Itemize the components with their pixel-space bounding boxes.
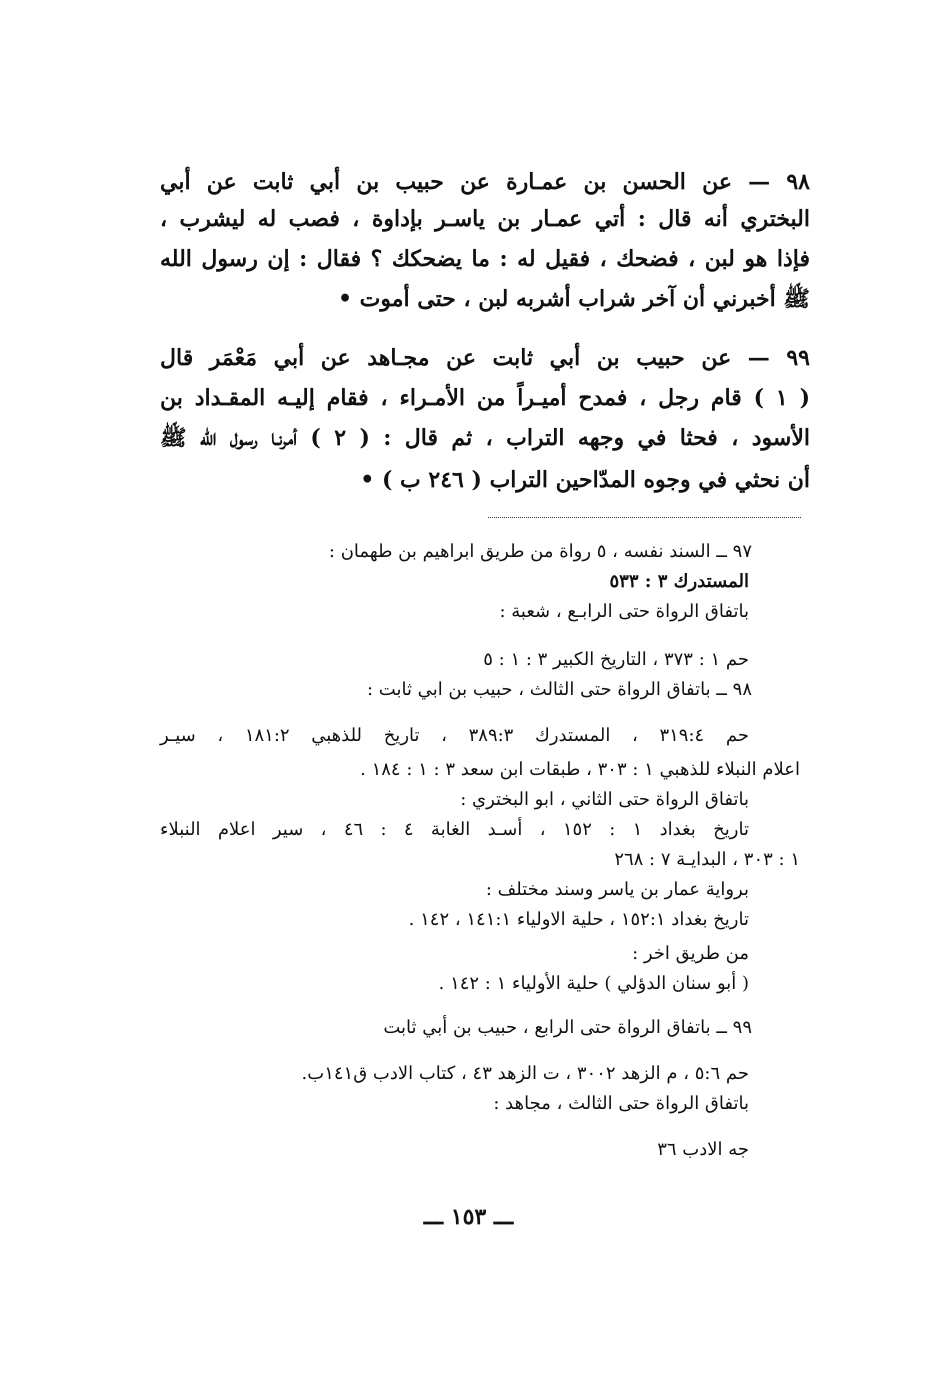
footnote-line: ٩٧ ــ السند نفسه ، ٥ رواة من طريق ابراهيم بن طهمان : (328, 541, 752, 562)
footnote-line: ( أبو سنان الدؤلي ) حلية الأولياء ١ : ١٤٢ . (438, 973, 749, 994)
footnote-divider (488, 517, 801, 518)
main-line: الأسود ، فحثا في وجهه التراب ، ثم قال : ( ٢ ) أمرنـا رسول الله ﷺ (160, 425, 811, 451)
main-line: ٩٩ — عن حبيب بن أبي ثابت عن مجـاهد عن أبي مَعْمَر قال (160, 345, 810, 371)
footnote-line: باتفاق الرواة حتى الثالث ، مجاهد : (493, 1093, 749, 1114)
page-number: ـــ ١٥٣ ـــ (423, 1204, 514, 1230)
footnote-line: باتفاق الرواة حتى الرابـع ، شعبة : (499, 601, 749, 622)
footnote-line: المستدرك ٣ : ٥٣٣ (609, 571, 749, 592)
main-line: ( ١ ) قام رجل ، فمدح أميـراً من الأمـراء ، فقام إليـه المقـداد بن (160, 385, 810, 411)
footnote-line: برواية عمار بن ياسر وسند مختلف : (485, 879, 749, 900)
footnote-line: ٩٨ ــ باتفاق الرواة حتى الثالث ، حبيب بن ابي ثابت : (367, 679, 752, 700)
footnote-line: حم ٥:٦ ، م الزهد ٣٠٠٢ ، ت الزهد ٤٣ ، كتاب الادب ق١٤١ب. (301, 1063, 749, 1084)
main-line: ﷺ أخبرني أن آخر شراب أشربه لبن ، حتى أموت • (337, 286, 810, 312)
main-line: البختري أنه قال : أتي عمـار بن ياسـر بإداوة ، فصب له ليشرب ، (160, 206, 810, 232)
footnote-line: اعلام النبلاء للذهبي ١ : ٣٠٣ ، طبقات ابن سعد ٣ : ١ : ١٨٤ . (360, 759, 800, 780)
footnote-line: ٩٩ ــ باتفاق الرواة حتى الرابع ، حبيب بن أبي ثابت (383, 1017, 752, 1038)
footnote-line: تاريخ بغداد ١٥٢:١ ، حلية الاولياء ١٤١:١ ، ١٤٢ . (408, 909, 749, 930)
footnote-line: تاريخ بغداد ١ : ١٥٢ ، أسـد الغابة ٤ : ٤٦ ، سير اعلام النبلاء (160, 819, 749, 840)
main-line: أن نحثي في وجوه المدّاحين التراب ( ٢٤٦ ب ) • (360, 467, 810, 493)
main-line: ٩٨ — عن الحسن بن عمـارة عن حبيب بن أبي ثابت عن أبي (160, 169, 810, 195)
footnote-line: من طريق اخر : (632, 943, 749, 964)
footnote-line: حم ٣١٩:٤ ، المستدرك ٣٨٩:٣ ، تاريخ للذهبي ١٨١:٢ ، سيـر (160, 725, 749, 746)
footnote-line: باتفاق الرواة حتى الثاني ، ابو البختري : (460, 789, 749, 810)
footnote-line: جه الادب ٣٦ (657, 1139, 749, 1160)
footnote-line: حم ١ : ٣٧٣ ، التاريخ الكبير ٣ : ١ : ٥ (483, 649, 749, 670)
footnote-line: ١ : ٣٠٣ ، البدايـة ٧ : ٢٦٨ (614, 849, 800, 870)
main-line: فإذا هو لبن ، فضحك ، فقيل له : ما يضحكك ؟ فقال : إن رسول الله (160, 246, 810, 272)
